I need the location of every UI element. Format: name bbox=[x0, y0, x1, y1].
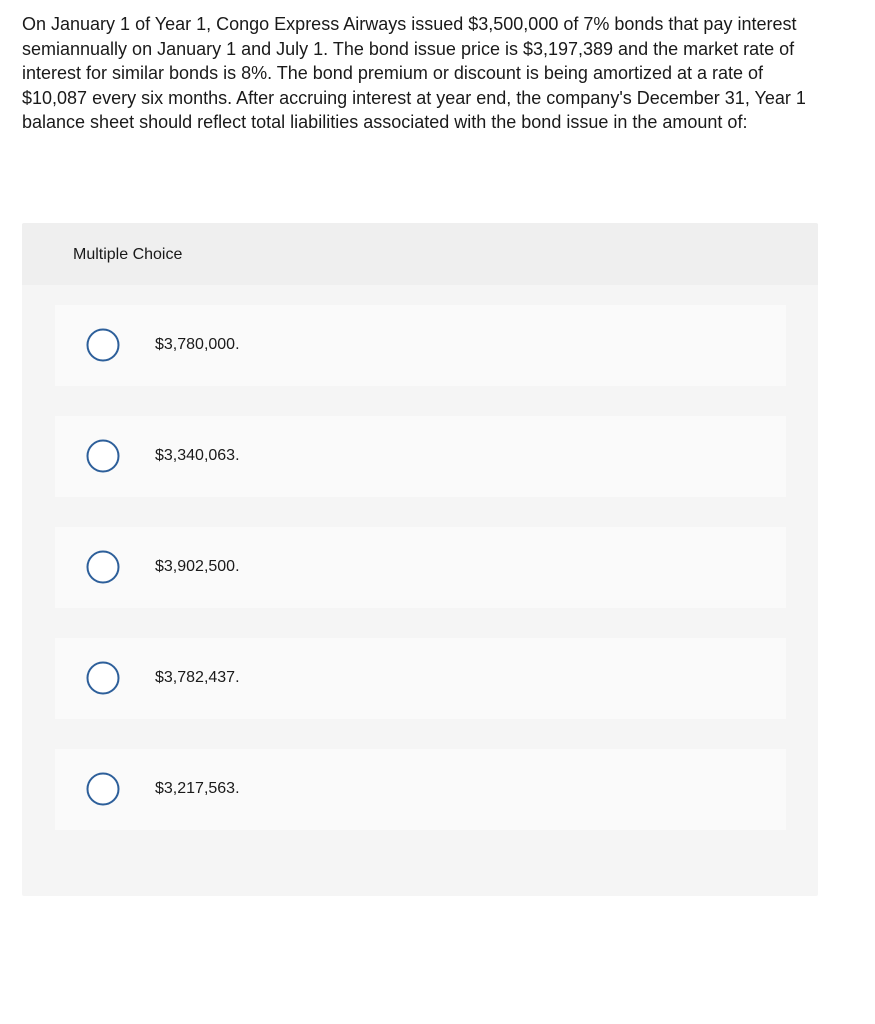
radio-button-icon[interactable] bbox=[86, 439, 120, 473]
answer-option-label: $3,902,500. bbox=[155, 558, 240, 575]
answer-option-label: $3,782,437. bbox=[155, 669, 240, 686]
multiple-choice-panel bbox=[22, 223, 818, 896]
answer-option-label: $3,217,563. bbox=[155, 780, 240, 797]
answer-option-label: $3,780,000. bbox=[155, 336, 240, 353]
answer-option-label: $3,340,063. bbox=[155, 447, 240, 464]
question-text: On January 1 of Year 1, Congo Express Airways issued $3,500,000 of 7% bonds that pay interest semiannually on January 1 and July 1. The bond issue price is $3,197,389 and the market rate of interest for similar bonds is 8%. The bond premium or discount is being amortized at a rate of $10,087 every six months. After accruing interest at year end, the company's December 31, Year 1 balance sheet should reflect total liabilities associated with the bond issue in the amount of: bbox=[22, 14, 806, 133]
radio-button-icon[interactable] bbox=[86, 328, 120, 362]
radio-button-icon[interactable] bbox=[86, 772, 120, 806]
answer-option-4[interactable] bbox=[55, 638, 786, 719]
multiple-choice-title: Multiple Choice bbox=[73, 246, 183, 263]
radio-button-icon[interactable] bbox=[86, 661, 120, 695]
answer-options bbox=[55, 305, 786, 860]
answer-option-5[interactable] bbox=[55, 749, 786, 830]
radio-button-icon[interactable] bbox=[86, 550, 120, 584]
multiple-choice-header bbox=[22, 223, 818, 285]
answer-option-3[interactable] bbox=[55, 527, 786, 608]
answer-option-1[interactable] bbox=[55, 305, 786, 386]
answer-option-2[interactable] bbox=[55, 416, 786, 497]
